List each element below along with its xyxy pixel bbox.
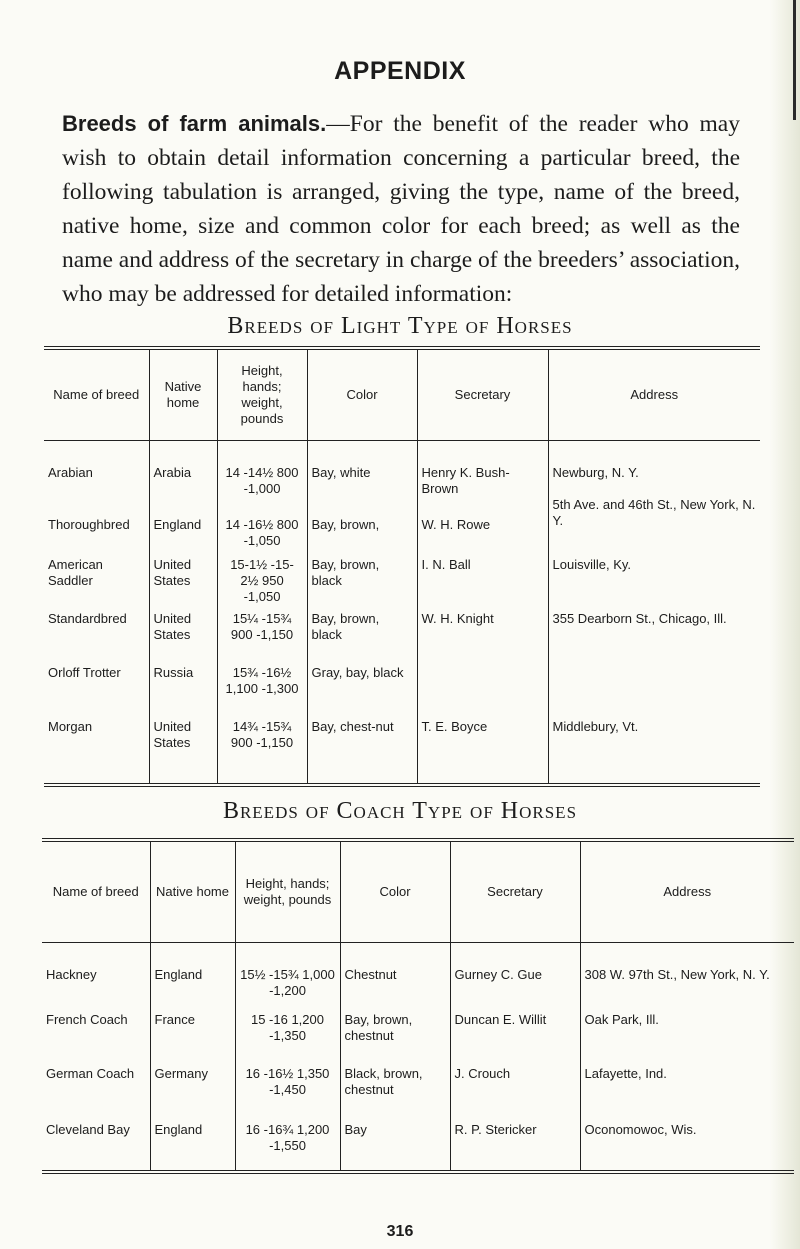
page-number: 316 xyxy=(386,1223,414,1240)
address-cell: 355 Dearborn St., Chicago, Ill. xyxy=(548,611,760,665)
color-cell: Bay, brown, black xyxy=(307,611,417,665)
table-row xyxy=(42,942,794,1000)
secretary-cell: Henry K. Bush-Brown xyxy=(417,440,548,497)
table-row xyxy=(42,1058,794,1114)
table-row xyxy=(44,611,760,665)
address-cell: Oconomowoc, Wis. xyxy=(580,1114,794,1172)
secretary-cell: Gurney C. Gue xyxy=(450,942,580,1000)
color-cell: Black, brown, chestnut xyxy=(340,1058,450,1114)
table-row xyxy=(44,497,760,557)
breed-cell: Orloff Trotter xyxy=(48,664,121,680)
size-cell: 16 -16¾ 1,200 -1,550 xyxy=(235,1114,340,1172)
size-cell: 15¼ -15¾ 900 -1,150 xyxy=(217,611,307,665)
home-cell: United States xyxy=(149,719,217,785)
address-cell: Oak Park, Ill. xyxy=(580,1000,794,1058)
secretary-cell: I. N. Ball xyxy=(417,557,548,611)
col-header-breed: Name of breed xyxy=(44,348,149,440)
address-cell: Newburg, N. Y. xyxy=(548,440,760,497)
running-head: APPENDIX xyxy=(334,57,466,85)
table-row xyxy=(44,440,760,497)
secretary-cell: T. E. Boyce xyxy=(417,719,548,785)
color-cell: Bay, brown, xyxy=(307,497,417,557)
home-cell: Arabia xyxy=(149,440,217,497)
col-header-home: Native home xyxy=(149,348,217,440)
light-horses-table xyxy=(44,346,760,787)
col-header-breed: Name of breed xyxy=(42,840,150,942)
secretary-cell: W. H. Rowe xyxy=(417,497,548,557)
table-row xyxy=(42,1000,794,1058)
col-header-size: Height, hands; weight, pounds xyxy=(235,840,340,942)
home-cell: England xyxy=(149,497,217,557)
color-cell: Bay, brown, black xyxy=(307,557,417,611)
table-row xyxy=(44,665,760,719)
table-row xyxy=(42,1114,794,1172)
col-header-secretary: Secretary xyxy=(450,840,580,942)
secretary-cell: J. Crouch xyxy=(450,1058,580,1114)
size-cell: 14 -16½ 800 -1,050 xyxy=(217,497,307,557)
coach-horses-table xyxy=(42,838,794,1174)
color-cell: Bay, chest-nut xyxy=(307,719,417,785)
secretary-cell: W. H. Knight xyxy=(417,611,548,665)
coach-horses-title: Breeds of Coach Type of Horses xyxy=(222,798,578,824)
col-header-color: Color xyxy=(340,840,450,942)
table-row xyxy=(44,719,760,785)
col-header-size: Height, hands; weight, pounds xyxy=(217,348,307,440)
table-header-row xyxy=(42,840,794,942)
intro-text: —For the benefit of the reader who may wish to obtain detail information concerning a particular breed, the following tabulation is arranged, giving the type, name of the breed, native home, size and common color for each breed; as well as the name and address of the secretary in charge of the breeders’ association, who may be addressed for detailed information: xyxy=(62,111,740,307)
size-cell: 14 -14½ 800 -1,000 xyxy=(217,440,307,497)
size-cell: 16 -16½ 1,350 -1,450 xyxy=(235,1058,340,1114)
home-cell: Russia xyxy=(149,665,217,719)
color-cell: Chestnut xyxy=(340,942,450,1000)
col-header-color: Color xyxy=(307,348,417,440)
home-cell: England xyxy=(150,1114,235,1172)
color-cell: Bay, white xyxy=(307,440,417,497)
table-header-row xyxy=(44,348,760,440)
size-cell: 15-1½ -15-2½ 950 -1,050 xyxy=(217,557,307,611)
col-header-home: Native home xyxy=(150,840,235,942)
table-row xyxy=(44,557,760,611)
size-cell: 15 -16 1,200 -1,350 xyxy=(235,1000,340,1058)
size-cell: 15½ -15¾ 1,000 -1,200 xyxy=(235,942,340,1000)
secretary-cell: R. P. Stericker xyxy=(450,1114,580,1172)
col-header-address: Address xyxy=(548,348,760,440)
breed-cell: Thoroughbred xyxy=(48,516,130,532)
size-cell: 15¾ -16½ 1,100 -1,300 xyxy=(217,665,307,719)
breed-cell: Arabian xyxy=(48,464,93,480)
color-cell: Bay xyxy=(340,1114,450,1172)
address-cell: Lafayette, Ind. xyxy=(580,1058,794,1114)
breed-cell: Morgan xyxy=(48,718,93,734)
breed-cell: Standardbred xyxy=(48,610,127,626)
address-cell: 308 W. 97th St., New York, N. Y. xyxy=(580,942,794,1000)
color-cell: Gray, bay, black xyxy=(307,665,417,719)
home-cell: United States xyxy=(149,611,217,665)
breed-cell: Cleveland Bay xyxy=(46,1122,130,1137)
col-header-address: Address xyxy=(580,840,794,942)
home-cell: Germany xyxy=(150,1058,235,1114)
address-cell: Louisville, Ky. xyxy=(548,557,760,611)
breed-cell: Hackney xyxy=(46,966,97,982)
size-cell: 14¾ -15¾ 900 -1,150 xyxy=(217,719,307,785)
intro-paragraph xyxy=(62,107,740,311)
address-cell: 5th Ave. and 46th St., New York, N. Y. xyxy=(548,497,760,557)
home-cell: France xyxy=(150,1000,235,1058)
address-cell xyxy=(548,665,760,719)
secretary-cell xyxy=(417,665,548,719)
color-cell: Bay, brown, chestnut xyxy=(340,1000,450,1058)
intro-lead: Breeds of farm animals. xyxy=(62,111,327,136)
col-header-secretary: Secretary xyxy=(417,348,548,440)
light-horses-title: Breeds of Light Type of Horses xyxy=(227,313,573,339)
home-cell: United States xyxy=(149,557,217,611)
breed-cell: American Saddler xyxy=(48,556,103,588)
secretary-cell: Duncan E. Willit xyxy=(450,1000,580,1058)
address-cell: Middlebury, Vt. xyxy=(548,719,760,785)
breed-cell: French Coach xyxy=(46,1012,128,1027)
breed-cell: German Coach xyxy=(46,1066,135,1081)
home-cell: England xyxy=(150,942,235,1000)
